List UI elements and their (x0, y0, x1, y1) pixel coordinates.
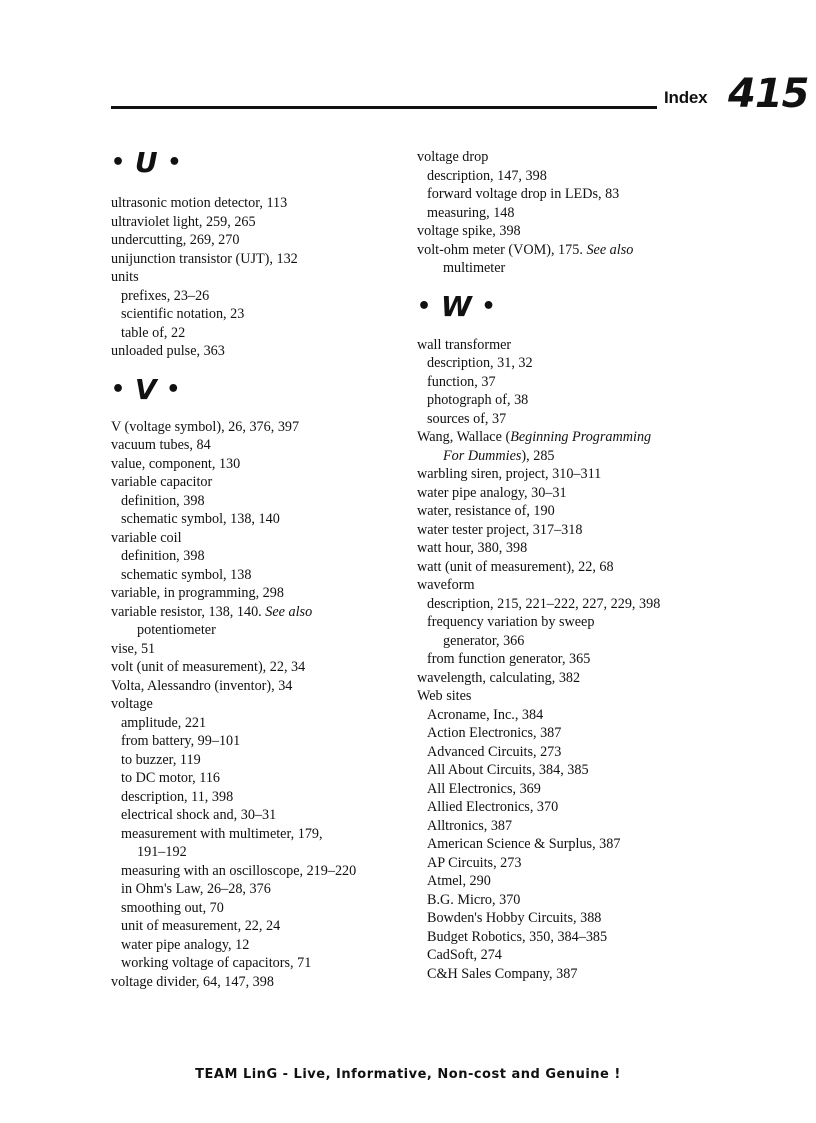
running-head: Index (664, 88, 708, 107)
index-subentry: Atmel, 290 (427, 873, 491, 889)
index-entry: watt hour, 380, 398 (417, 540, 528, 556)
index-subentry: Alltronics, 387 (427, 817, 513, 834)
index-entry: water tester project, 317–318 (417, 521, 583, 538)
header-rule (111, 106, 657, 109)
index-entry: voltage drop (417, 149, 489, 165)
entry-text: ), 285 (521, 447, 555, 464)
index-entry: unijunction transistor (UJT), 132 (111, 250, 298, 267)
bullet: • (111, 150, 126, 175)
entry-text: variable resistor, 138, 140. (111, 603, 262, 620)
index-subentry: description, 11, 398 (121, 788, 234, 805)
index-entry: voltage spike, 398 (417, 223, 521, 239)
index-entry (417, 241, 717, 278)
section-letter: V (134, 372, 157, 406)
index-subentry: AP Circuits, 273 (427, 854, 522, 871)
index-entry: water, resistance of, 190 (417, 503, 555, 519)
index-subentry (111, 825, 411, 862)
index-entry: variable capacitor (111, 474, 213, 490)
index-subentry: in Ohm's Law, 26–28, 376 (121, 881, 271, 897)
index-subentry (417, 613, 717, 650)
book-title: For Dummies (443, 447, 522, 464)
bullet: • (167, 150, 182, 175)
index-subentry: Acroname, Inc., 384 (427, 706, 544, 723)
page-number: 415 (728, 71, 809, 117)
index-subentry: function, 37 (427, 373, 496, 390)
bullet: • (166, 376, 181, 402)
entry-continuation: potentiometer (137, 622, 216, 638)
section-heading-w (417, 290, 717, 324)
index-column-right (417, 148, 717, 983)
index-entry (417, 428, 717, 465)
index-subentry: Bowden's Hobby Circuits, 388 (427, 910, 602, 926)
bullet: • (111, 376, 126, 402)
entry-text: frequency variation by sweep (427, 614, 595, 630)
index-subentry: description, 31, 32 (427, 355, 533, 371)
index-subentry: prefixes, 23–26 (121, 287, 210, 304)
cross-reference: See also (586, 241, 634, 258)
index-subentry: definition, 398 (121, 548, 205, 564)
index-entry: ultrasonic motion detector, 113 (111, 195, 288, 211)
index-entry: wavelength, calculating, 382 (417, 669, 581, 686)
index-subentry: schematic symbol, 138 (121, 566, 252, 583)
index-entry: Volta, Alessandro (inventor), 34 (111, 677, 293, 694)
index-entry: waveform (417, 577, 475, 593)
index-subentry: Action Electronics, 387 (427, 725, 562, 741)
index-subentry: description, 215, 221–222, 227, 229, 398 (427, 595, 661, 612)
index-entry: watt (unit of measurement), 22, 68 (417, 558, 614, 575)
index-subentry: schematic symbol, 138, 140 (121, 511, 280, 527)
index-entry: water pipe analogy, 30–31 (417, 484, 567, 501)
index-subentry: table of, 22 (121, 324, 186, 341)
section-letter: W (440, 289, 472, 323)
index-entry: wall transformer (417, 336, 512, 353)
entry-text: measurement with multimeter, 179, (121, 825, 323, 842)
index-subentry: working voltage of capacitors, 71 (121, 955, 312, 971)
entry-continuation: multimeter (443, 260, 506, 276)
index-subentry: All Electronics, 369 (427, 780, 541, 797)
index-entry: ultraviolet light, 259, 265 (111, 213, 256, 230)
entry-continuation: 191–192 (137, 844, 187, 860)
entry-text: volt-ohm meter (VOM), 175. (417, 241, 583, 258)
index-subentry: electrical shock and, 30–31 (121, 807, 277, 823)
index-entry (111, 603, 411, 640)
index-subentry: smoothing out, 70 (121, 899, 224, 916)
index-subentry: All About Circuits, 384, 385 (427, 762, 589, 778)
index-entry: voltage (111, 696, 153, 712)
index-entry: voltage divider, 64, 147, 398 (111, 973, 274, 990)
index-entry: units (111, 269, 139, 285)
index-subentry: to buzzer, 119 (121, 751, 201, 768)
index-subentry: measuring, 148 (427, 204, 515, 221)
section-heading-u (111, 146, 411, 180)
index-subentry: amplitude, 221 (121, 714, 207, 731)
index-entry: vise, 51 (111, 640, 156, 657)
index-subentry: American Science & Surplus, 387 (427, 836, 621, 852)
index-subentry: forward voltage drop in LEDs, 83 (427, 186, 620, 202)
section-heading-v (111, 373, 411, 407)
book-title: Beginning Programming (510, 429, 652, 445)
entry-continuation (417, 447, 717, 466)
index-entry: warbling siren, project, 310–311 (417, 466, 602, 482)
bullet: • (481, 293, 496, 319)
index-subentry: description, 147, 398 (427, 167, 547, 184)
index-subentry: Allied Electronics, 370 (427, 799, 559, 815)
index-column-left (111, 146, 411, 991)
index-subentry: sources of, 37 (427, 410, 507, 427)
index-subentry: unit of measurement, 22, 24 (121, 918, 281, 934)
index-subentry: CadSoft, 274 (427, 947, 502, 963)
index-subentry: definition, 398 (121, 492, 205, 509)
index-entry: undercutting, 269, 270 (111, 232, 240, 248)
section-letter: U (134, 146, 158, 179)
cross-reference: See also (265, 603, 313, 620)
index-subentry: measuring with an oscilloscope, 219–220 (121, 862, 357, 879)
index-subentry: from function generator, 365 (427, 651, 591, 667)
index-entry: V (voltage symbol), 26, 376, 397 (111, 418, 300, 435)
index-entry: unloaded pulse, 363 (111, 343, 225, 359)
index-entry: vacuum tubes, 84 (111, 437, 211, 453)
index-subentry: photograph of, 38 (427, 392, 529, 408)
index-entry: volt (unit of measurement), 22, 34 (111, 659, 306, 675)
index-subentry: C&H Sales Company, 387 (427, 965, 578, 982)
footer-watermark: TEAM LinG - Live, Informative, Non-cost and Genuine ! (195, 1067, 621, 1082)
index-subentry: water pipe analogy, 12 (121, 936, 250, 953)
entry-continuation: generator, 366 (443, 632, 525, 649)
index-subentry: from battery, 99–101 (121, 733, 241, 749)
index-entry: variable, in programming, 298 (111, 585, 284, 601)
index-subentry: scientific notation, 23 (121, 306, 245, 322)
index-entry: value, component, 130 (111, 455, 241, 472)
index-subentry: to DC motor, 116 (121, 770, 221, 786)
index-subentry: B.G. Micro, 370 (427, 891, 521, 908)
index-subentry: Budget Robotics, 350, 384–385 (427, 928, 608, 945)
index-entry: Web sites (417, 688, 472, 704)
index-entry: variable coil (111, 529, 182, 546)
entry-text: Wang, Wallace ( (417, 429, 511, 445)
bullet: • (417, 293, 432, 319)
index-subentry: Advanced Circuits, 273 (427, 743, 562, 760)
